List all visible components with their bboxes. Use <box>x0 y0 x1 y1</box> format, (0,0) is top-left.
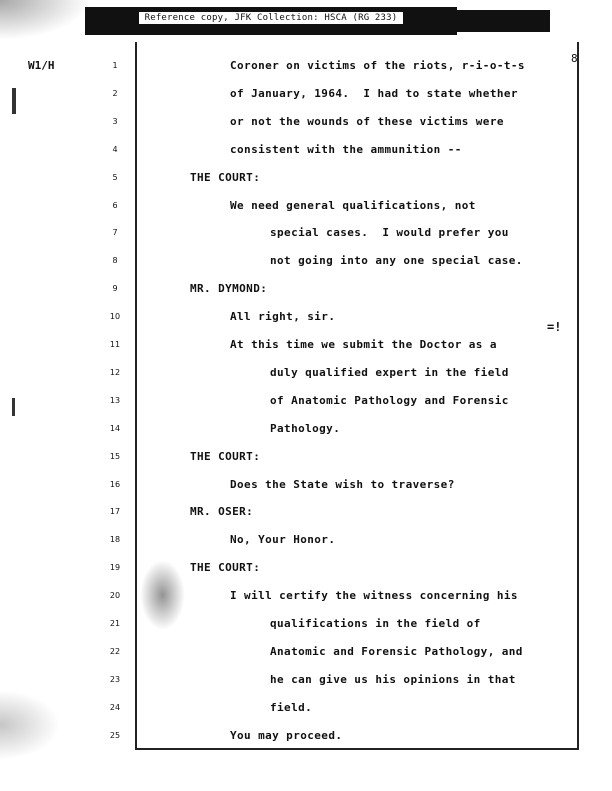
speaker-label: THE COURT: <box>190 561 261 575</box>
transcript-line <box>0 530 612 550</box>
line-number: 13 <box>109 395 121 405</box>
transcript-line <box>0 196 612 216</box>
transcript-line <box>0 279 612 299</box>
line-text: I will certify the witness concerning his <box>230 589 518 603</box>
line-text: Pathology. <box>270 421 341 435</box>
line-number: 15 <box>109 451 121 461</box>
transcript-line <box>0 84 612 104</box>
line-text: Coroner on victims of the riots, r-i-o-t-s <box>230 59 525 72</box>
line-text: of Anatomic Pathology and Forensic <box>270 393 509 407</box>
line-number: 23 <box>109 674 121 684</box>
line-number: 6 <box>112 200 118 210</box>
line-text: You may proceed. <box>230 728 343 742</box>
line-number: 18 <box>109 535 121 545</box>
margin-marker: =! <box>547 320 562 334</box>
line-number: 17 <box>109 507 121 517</box>
transcript-line <box>0 251 612 271</box>
line-number: 7 <box>112 228 118 238</box>
transcript-line <box>0 168 612 188</box>
transcript-line <box>0 586 612 606</box>
transcript-line <box>0 558 612 578</box>
transcript-line <box>0 502 612 522</box>
line-text: not going into any one special case. <box>270 254 523 268</box>
line-number: 10 <box>109 312 121 322</box>
line-text: of January, 1964. I had to state whether <box>230 86 518 100</box>
line-text: No, Your Honor. <box>230 533 336 547</box>
speaker-label: MR. OSER: <box>190 505 254 519</box>
speaker-label: THE COURT: <box>190 449 261 463</box>
transcript-line <box>0 335 612 355</box>
transcript-line <box>0 670 612 690</box>
line-number: 4 <box>112 144 118 154</box>
line-number: 12 <box>109 367 121 377</box>
line-text: At this time we submit the Doctor as a <box>230 338 497 351</box>
reference-stamp-text: Reference copy, JFK Collection: HSCA (RG 233) <box>139 12 404 24</box>
line-number: 25 <box>109 730 121 740</box>
scan-smudge <box>0 0 90 40</box>
transcript-line <box>0 614 612 634</box>
page-number: 8 <box>571 52 578 65</box>
line-text: he can give us his opinions in that <box>270 672 516 686</box>
line-number: 5 <box>112 172 118 182</box>
reference-stamp <box>85 7 457 35</box>
line-text: We need general qualifications, not <box>230 198 476 212</box>
line-number: 19 <box>109 563 121 573</box>
reporter-code: W1/H <box>28 59 55 72</box>
line-number: 20 <box>109 591 121 601</box>
line-number: 21 <box>109 619 121 628</box>
line-text: field. <box>270 700 313 714</box>
transcript-line <box>0 307 612 327</box>
transcript-line <box>0 698 612 718</box>
line-number: 11 <box>109 340 121 349</box>
line-number: 9 <box>112 284 118 294</box>
line-text: or not the wounds of these victims were <box>230 114 504 128</box>
line-number: 22 <box>109 646 121 656</box>
transcript-line <box>0 223 612 243</box>
line-text: Anatomic and Forensic Pathology, and <box>270 644 523 658</box>
transcript-line <box>0 642 612 662</box>
transcript-line <box>0 391 612 411</box>
transcript-line <box>0 56 612 76</box>
line-number: 16 <box>109 479 121 489</box>
transcript-line <box>0 447 612 467</box>
transcript-line <box>0 726 612 746</box>
line-number: 1 <box>112 61 118 70</box>
line-text: duly qualified expert in the field <box>270 365 509 379</box>
transcript-line <box>0 112 612 132</box>
line-number: 2 <box>112 88 118 98</box>
speaker-label: THE COURT: <box>190 170 261 184</box>
line-text: consistent with the ammunition -- <box>230 142 462 156</box>
transcript-line <box>0 475 612 495</box>
line-text: qualifications in the field of <box>270 617 481 630</box>
speaker-label: MR. DYMOND: <box>190 282 268 296</box>
line-number: 8 <box>112 256 118 266</box>
line-number: 3 <box>112 116 118 126</box>
transcript-line <box>0 140 612 160</box>
line-number: 24 <box>109 702 121 712</box>
transcript-line <box>0 419 612 439</box>
line-text: Does the State wish to traverse? <box>230 477 455 491</box>
line-text: All right, sir. <box>230 310 336 324</box>
line-text: special cases. I would prefer you <box>270 226 509 240</box>
line-number: 14 <box>109 423 121 433</box>
transcript-line <box>0 363 612 383</box>
